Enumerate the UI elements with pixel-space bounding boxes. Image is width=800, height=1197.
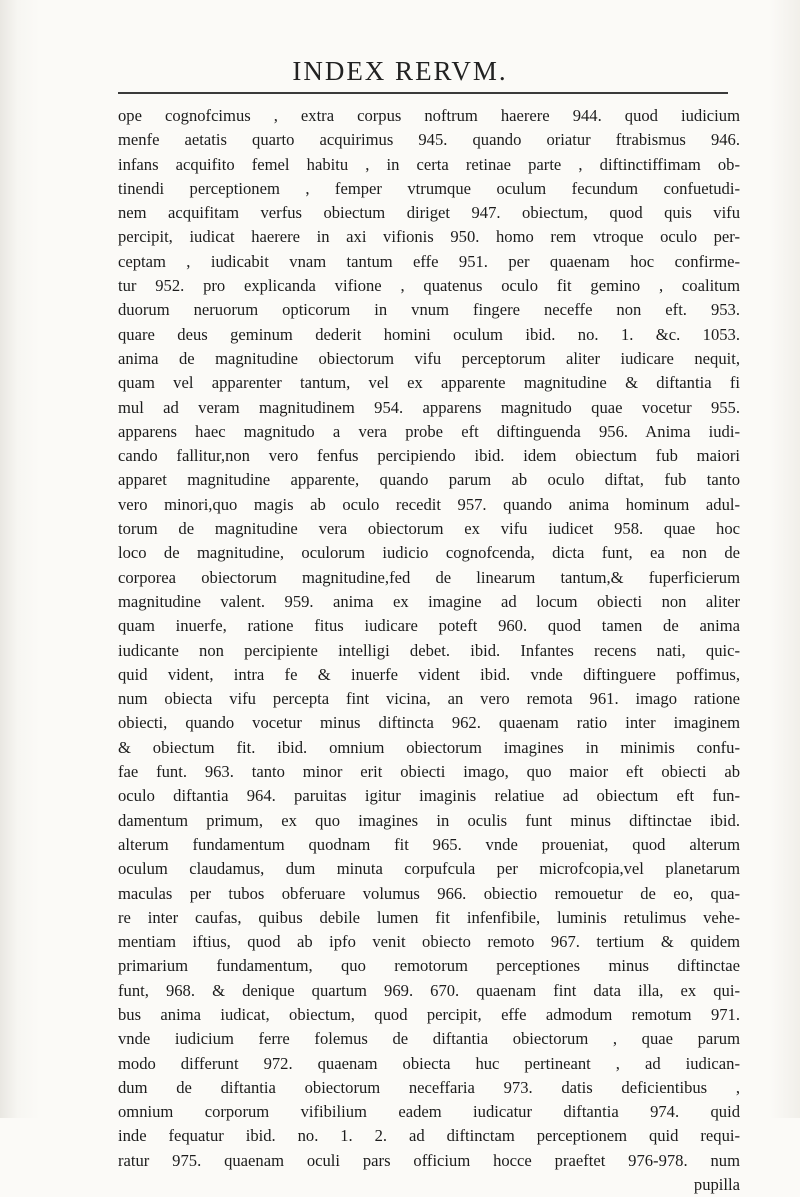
- index-line: quare deus geminum dederit homini oculum ibid. no. 1. &c. 1053.: [118, 324, 740, 344]
- index-line: pupilla: [693, 1175, 740, 1195]
- index-line: anima de magnitudine obiectorum vifu perceptorum aliter iudicare nequit,: [118, 348, 740, 368]
- index-line: alterum fundamentum quodnam fit 965. vnde proueniat, quod alterum: [118, 834, 740, 854]
- index-line: iudicante non percipiente intelligi debet. ibid. Infantes recens nati, quic-: [118, 640, 740, 660]
- index-line: quam inuerfe, ratione fitus iudicare poteft 960. quod tamen de anima: [118, 616, 740, 636]
- index-line: tur 952. pro explicanda vifione , quatenus oculo fit gemino , coalitum: [118, 276, 740, 296]
- index-line: torum de magnitudine vera obiectorum ex vifu iudicet 958. quae hoc: [118, 519, 740, 539]
- index-line: vero minori,quo magis ab oculo recedit 957. quando anima hominum adul-: [118, 494, 740, 514]
- index-line: tinendi perceptionem , femper vtrumque oculum fecundum confuetudi-: [118, 178, 740, 198]
- index-line: loco de magnitudine, oculorum iudicio cognofcenda, dicta funt, ea non de: [118, 543, 740, 563]
- index-line: funt, 968. & denique quartum 969. 670. quaenam fint data illa, ex qui-: [118, 980, 740, 1000]
- index-line: ceptam , iudicabit vnam tantum effe 951. per quaenam hoc confirme-: [118, 251, 740, 271]
- index-line: & obiectum fit. ibid. omnium obiectorum imagines in minimis confu-: [118, 737, 740, 757]
- index-line: damentum primum, ex quo imagines in oculis funt minus diftinctae ibid.: [118, 810, 740, 830]
- index-line: quam vel apparenter tantum, vel ex apparente magnitudine & diftantia fi: [118, 373, 740, 393]
- index-text-block: [118, 104, 740, 1197]
- index-line: magnitudine valent. 959. anima ex imagine ad locum obiecti non aliter: [118, 591, 740, 611]
- index-line: oculo diftantia 964. paruitas igitur imaginis relatiue ad obiectum eft fun-: [118, 786, 740, 806]
- index-line: ratur 975. quaenam oculi pars officium hocce praeftet 976-978. num: [118, 1150, 740, 1170]
- index-line: num obiecta vifu percepta fint vicina, an vero remota 961. imago ratione: [118, 689, 740, 709]
- index-line: bus anima iudicat, obiectum, quod percipit, effe admodum remotum 971.: [118, 1004, 740, 1024]
- index-line: cando fallitur,non vero fenfus percipiendo ibid. idem obiectum fub maiori: [118, 446, 740, 466]
- index-line: nem acquifitam verfus obiectum diriget 947. obiectum, quod quis vifu: [118, 203, 740, 223]
- index-line: re inter caufas, quibus debile lumen fit infenfibile, luminis retulimus vehe-: [118, 907, 740, 927]
- index-line: obiecti, quando vocetur minus diftincta 962. quaenam ratio inter imaginem: [118, 713, 740, 733]
- index-line: maculas per tubos obferuare volumus 966. obiectio remouetur de eo, qua-: [118, 883, 740, 903]
- index-line: oculum claudamus, dum minuta corpufcula per microfcopia,vel planetarum: [118, 859, 740, 879]
- index-line: infans acquifito femel habitu , in certa retinae parte , diftinctiffimam ob-: [118, 154, 740, 174]
- index-line: fae funt. 963. tanto minor erit obiecti imago, quo maior eft obiecti ab: [118, 762, 740, 782]
- index-line: mul ad veram magnitudinem 954. apparens magnitudo quae vocetur 955.: [118, 397, 740, 417]
- index-line: vnde iudicium ferre folemus de diftantia obiectorum , quae parum: [118, 1029, 740, 1049]
- index-line: apparet magnitudine apparente, quando parum ab oculo diftat, fub tanto: [118, 470, 740, 490]
- index-line: menfe aetatis quarto acquirimus 945. quando oriatur ftrabismus 946.: [118, 130, 740, 150]
- header-rule: [118, 92, 728, 94]
- index-line: corporea obiectorum magnitudine,fed de linearum tantum,& fuperficierum: [118, 567, 740, 587]
- index-line: ope cognofcimus , extra corpus noftrum haerere 944. quod iudicium: [118, 106, 740, 125]
- index-line: inde fequatur ibid. no. 1. 2. ad diftinctam perceptionem quid requi-: [118, 1126, 740, 1146]
- index-line: modo differunt 972. quaenam obiecta huc pertineant , ad iudican-: [118, 1053, 740, 1073]
- running-header: INDEX RERVM.: [292, 56, 508, 86]
- index-line: duorum neruorum opticorum in vnum fingere neceffe non eft. 953.: [118, 300, 740, 320]
- index-line: quid vident, intra fe & inuerfe vident ibid. vnde diftinguere poffimus,: [118, 664, 740, 684]
- index-line: dum de diftantia obiectorum neceffaria 973. datis deficientibus ,: [118, 1077, 740, 1097]
- index-line: percipit, iudicat haerere in axi vifionis 950. homo rem vtroque oculo per-: [118, 227, 740, 247]
- index-line: primarium fundamentum, quo remotorum perceptiones minus diftinctae: [118, 956, 740, 976]
- index-line: omnium corporum vifibilium eadem iudicatur diftantia 974. quid: [118, 1102, 740, 1122]
- index-line: mentiam iftius, quod ab ipfo venit obiecto remoto 967. tertium & quidem: [118, 932, 740, 952]
- index-line: apparens haec magnitudo a vera probe eft diftinguenda 956. Anima iudi-: [118, 421, 740, 441]
